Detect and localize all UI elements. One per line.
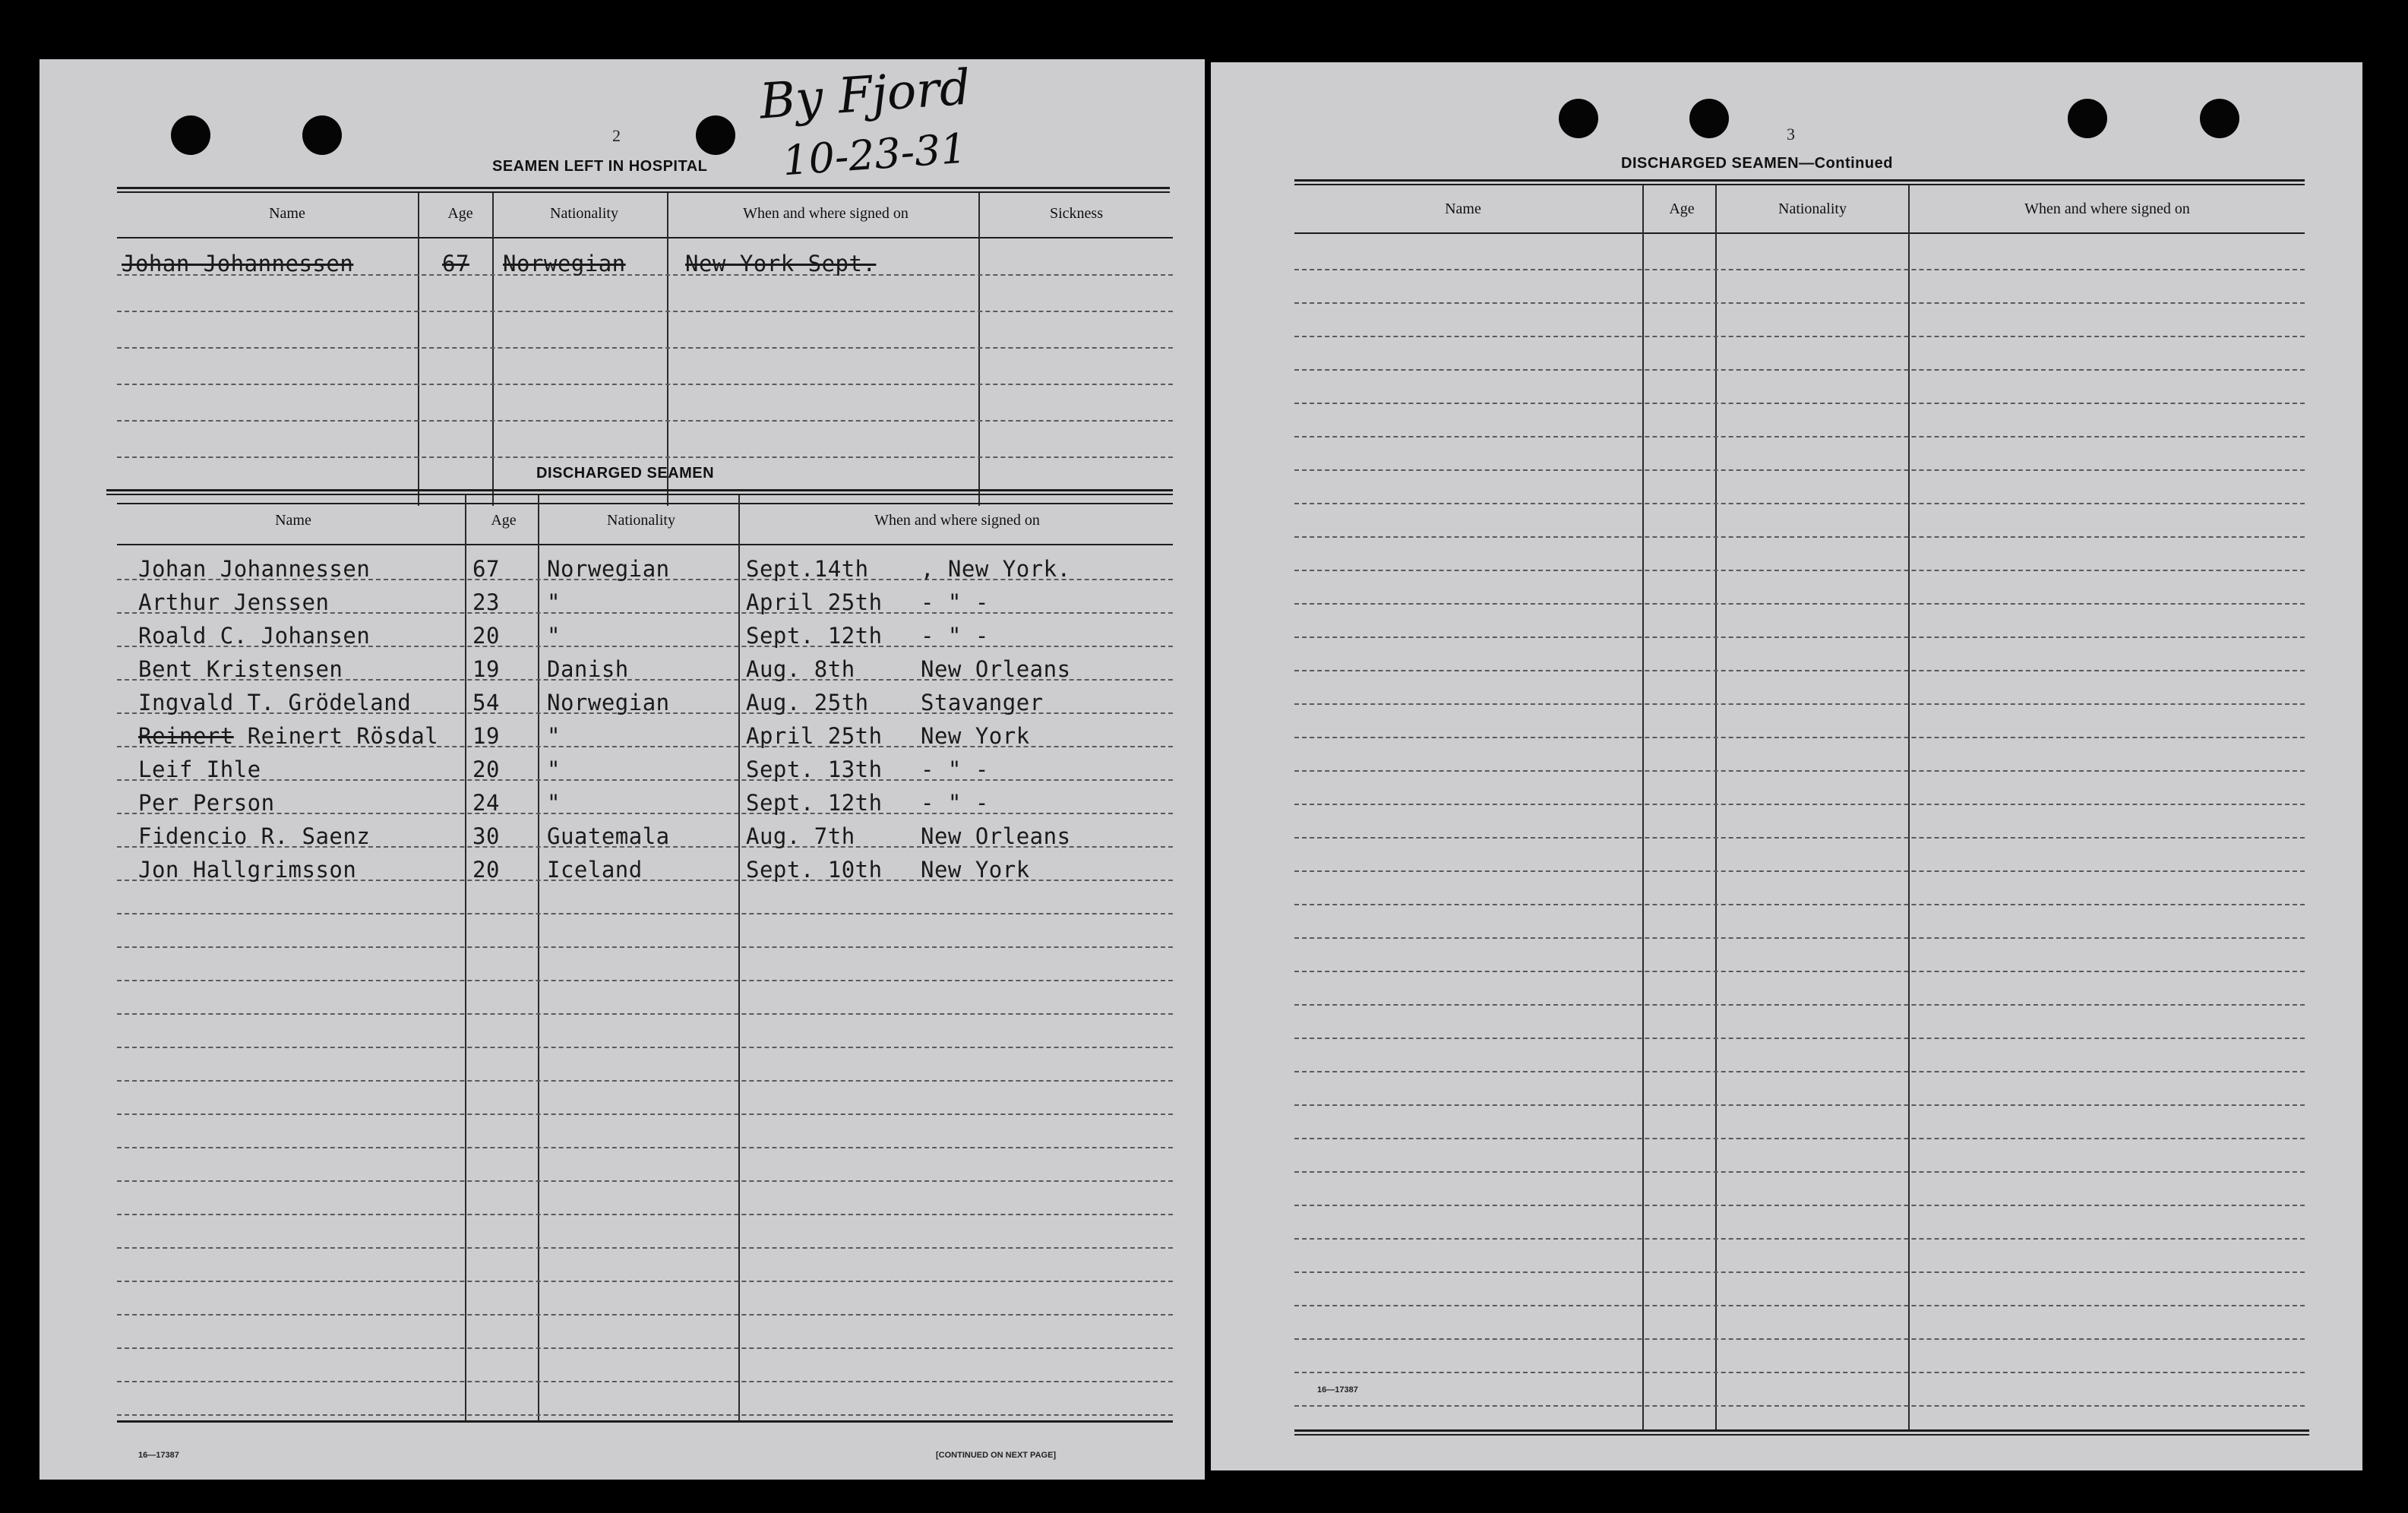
table-rule [1294,179,2305,182]
row-line [117,1214,1173,1215]
signed-on-place: New York [921,723,1030,749]
row-line [1294,837,2305,839]
row-line [117,813,1173,814]
seaman-name: Bent Kristensen [138,656,343,682]
seaman-name-text: Reinert Rösdal [247,723,439,749]
seaman-age: 19 [472,723,500,749]
col-header-nationality: Nationality [550,205,618,222]
table-rule [1294,184,2305,185]
seaman-age: 23 [472,589,500,615]
punch-hole [171,115,210,155]
right-page [1211,62,2362,1470]
row-line [117,1147,1173,1148]
row-line [1294,770,2305,772]
col-header-name: Name [275,512,311,529]
signed-on-date: Aug. 8th [746,656,855,682]
row-line [1294,302,2305,304]
row-line [1294,336,2305,337]
handwritten-date: 10-23-31 [781,124,969,185]
column-divider [418,193,419,506]
row-line [1294,937,2305,939]
seaman-age: 19 [472,656,500,682]
row-line [117,1013,1173,1015]
table-rule [117,191,1170,193]
col-header-age: Age [1669,201,1695,217]
signed-on-place: Stavanger [921,690,1044,715]
punch-hole [1559,99,1598,138]
col-header-nationality: Nationality [607,512,675,529]
seaman-name: Per Person [138,790,275,816]
signed-on-place: New Orleans [921,656,1071,682]
discharged-section-title: DISCHARGED SEAMEN [536,465,715,482]
crossed-out-name: Johan Johannessen [122,251,354,276]
row-line [1294,1071,2305,1072]
row-line [1294,536,2305,538]
column-divider [538,495,539,1422]
seaman-name: Roald C. Johansen [138,623,371,649]
column-divider [738,495,740,1422]
row-line [1294,1271,2305,1273]
punch-hole [302,115,342,155]
row-line [117,384,1173,385]
row-line [1294,503,2305,504]
row-line [117,1080,1173,1082]
row-line [1294,670,2305,671]
row-line [117,980,1173,981]
col-header-sickness: Sickness [1050,205,1103,222]
handwritten-vessel-name: By Fjord [757,59,973,131]
row-line [1294,1305,2305,1306]
seaman-name [138,723,438,749]
seaman-name: Johan Johannessen [138,556,371,582]
row-line [117,1113,1173,1115]
signed-on-date: Aug. 25th [746,690,869,715]
table-rule [117,237,1173,238]
row-line [1294,1372,2305,1373]
seaman-nationality: Iceland [547,857,643,883]
punch-hole [1689,99,1729,138]
crossed-out-signed-on: New York Sept. [685,251,877,276]
row-line [117,1347,1173,1349]
continued-note: [CONTINUED ON NEXT PAGE] [936,1451,1057,1460]
table-rule [1294,1434,2309,1436]
struck-name-prefix: Reinert [138,723,234,749]
signed-on-place: New Orleans [921,823,1071,849]
seaman-age: 24 [472,790,500,816]
col-header-signed-on: When and where signed on [2024,201,2190,217]
row-line [1294,1138,2305,1139]
row-line [1294,636,2305,638]
row-line [1294,369,2305,371]
col-header-name: Name [1445,201,1481,217]
seaman-name: Jon Hallgrimsson [138,857,357,883]
crossed-out-age: 67 [442,251,469,276]
table-rule [117,187,1170,189]
row-line [1294,870,2305,872]
seaman-age: 20 [472,857,500,883]
seaman-name: Arthur Jenssen [138,589,330,615]
signed-on-date: Sept. 13th [746,756,883,782]
row-line [1294,1238,2305,1240]
left-page [40,59,1205,1480]
column-divider [667,193,668,506]
row-line [117,1314,1173,1316]
row-line [1294,804,2305,805]
row-line [1294,403,2305,404]
row-line [117,913,1173,914]
page-number: 2 [612,126,621,145]
hospital-section-title: SEAMEN LEFT IN HOSPITAL [492,158,708,175]
row-line [1294,1004,2305,1006]
table-rule [106,494,1173,495]
punch-hole [2200,99,2239,138]
col-header-name: Name [269,205,305,222]
seaman-nationality: " [547,790,561,816]
seaman-age: 30 [472,823,500,849]
column-divider [978,193,980,506]
row-line [1294,1104,2305,1106]
column-divider [1908,185,1910,1431]
row-line [1294,436,2305,437]
row-line [117,946,1173,948]
column-divider [465,495,466,1422]
table-rule [117,544,1173,545]
row-line [117,347,1173,349]
seaman-nationality: Norwegian [547,556,670,582]
row-line [1294,1205,2305,1206]
signed-on-date: April 25th [746,723,883,749]
page-number: 3 [1787,125,1795,144]
row-line [117,420,1173,422]
row-line [117,1281,1173,1282]
row-line [117,1047,1173,1048]
punch-hole [2068,99,2107,138]
table-rule [106,489,1173,491]
seaman-name: Ingvald T. Grödeland [138,690,412,715]
row-line [117,1414,1173,1416]
seaman-age: 67 [472,556,500,582]
signed-on-place: New York [921,857,1030,883]
col-header-signed-on: When and where signed on [874,512,1040,529]
seaman-nationality: " [547,723,561,749]
seaman-nationality: " [547,623,561,649]
row-line [1294,737,2305,738]
signed-on-date: Sept.14th [746,556,869,582]
crossed-out-nationality: Norwegian [503,251,626,276]
col-header-age: Age [491,512,517,529]
seaman-name: Fidencio R. Saenz [138,823,371,849]
table-rule [117,1420,1173,1423]
form-number: 16—17387 [138,1451,179,1460]
signed-on-date: Sept. 12th [746,790,883,816]
seaman-name: Leif Ihle [138,756,261,782]
signed-on-date: Sept. 12th [746,623,883,649]
column-divider [492,193,494,506]
seaman-age: 20 [472,623,500,649]
seaman-nationality: Guatemala [547,823,670,849]
col-header-nationality: Nationality [1778,201,1847,217]
row-line [117,1247,1173,1249]
signed-on-place: - " - [921,790,989,816]
signed-on-date: April 25th [746,589,883,615]
row-line [1294,1405,2305,1407]
column-divider [1715,185,1717,1431]
row-line [1294,1038,2305,1039]
signed-on-date: Aug. 7th [746,823,855,849]
seaman-nationality: " [547,756,561,782]
table-rule [1294,1429,2309,1432]
col-header-signed-on: When and where signed on [743,205,909,222]
discharged-continued-title [1621,155,1893,172]
signed-on-place: - " - [921,589,989,615]
space [234,723,248,749]
row-line [117,1180,1173,1182]
seaman-nationality: Danish [547,656,629,682]
seaman-age: 20 [472,756,500,782]
seaman-age: 54 [472,690,500,715]
signed-on-place: - " - [921,756,989,782]
punch-hole [696,115,735,155]
table-rule [1294,232,2305,234]
row-line [117,1381,1173,1382]
col-header-age: Age [447,205,473,222]
row-line [1294,971,2305,972]
row-line [1294,570,2305,571]
row-line [117,456,1173,458]
row-line [1294,904,2305,905]
row-line [1294,1171,2305,1173]
seaman-nationality: Norwegian [547,690,670,715]
signed-on-place: , New York. [921,556,1071,582]
row-line [117,779,1173,781]
row-line [1294,1338,2305,1340]
table-rule [117,503,1173,504]
row-line [1294,703,2305,705]
title-suffix: —Continued [1799,155,1893,172]
signed-on-date: Sept. 10th [746,857,883,883]
title-main: DISCHARGED SEAMEN [1621,155,1800,172]
row-line [1294,603,2305,605]
row-line [1294,269,2305,270]
row-line [117,311,1173,312]
form-number: 16—17387 [1317,1385,1358,1395]
signed-on-place: - " - [921,623,989,649]
row-line [1294,469,2305,471]
seaman-nationality: " [547,589,561,615]
column-divider [1642,185,1644,1431]
